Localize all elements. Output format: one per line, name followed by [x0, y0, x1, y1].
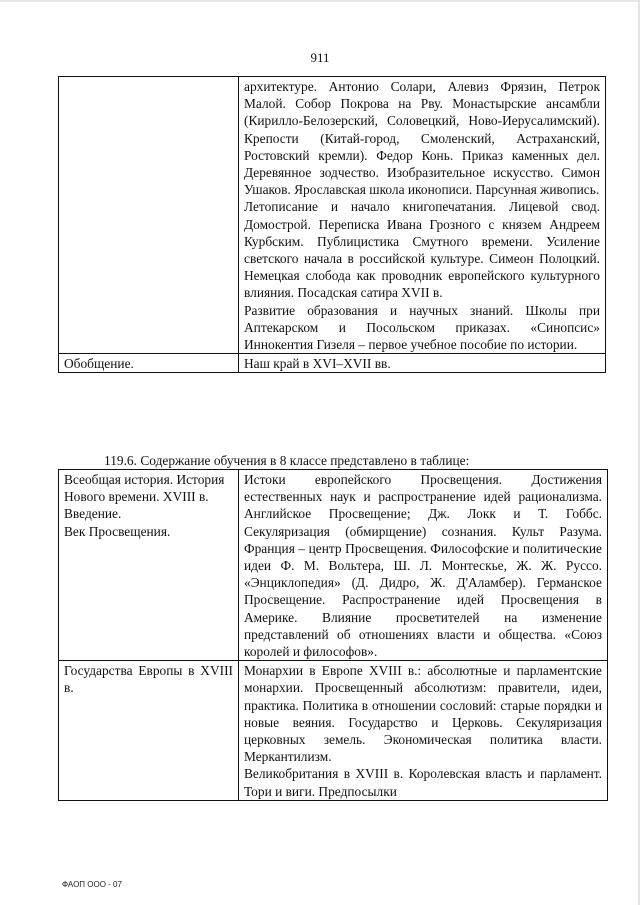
table-cell-left: Государства Европы в XVIII в. — [59, 661, 239, 801]
paragraph-architecture: архитектуре. Антонио Солари, Алевиз Фрязин, Петрок Малой. Собор Покрова на Рву. Монастырские ансамбли (Кирилло-Белозерский, Соловецкий, Ново-Иерусалимский). Крепости (Китай-город, Смоленский, Астраханский, Ростовский кремли). Федор Конь. Приказ каменных дел. Деревянное зодчество. Изобразительное искусство. Симон Ушаков. Ярославская школа иконописи. Парсунная живопись. — [244, 79, 600, 198]
table-row — [59, 354, 606, 373]
footer-label: ФАОП ООО - 07 — [62, 880, 122, 889]
table-cell-right: Истоки европейского Просвещения. Достижения естественных наук и распространение идей рационализма. Английское Просвещение; Дж. Локк и Т. Гоббс. Секуляризация (обмирщение) сознания. Культ Разума. Франция – центр Просвещения. Философские и политические идеи Ф. М. Вольтера, Ш. Л. Монтескье, Ж. Ж. Руссо. «Энциклопедия» (Д. Дидро, Ж. Д'Аламбер). Германское Просвещение. Распространение идей Просвещения в Америке. Влияние просветителей на изменение представлений об отношениях власти и общества. «Союз королей и философов». — [239, 470, 608, 661]
table-row — [59, 77, 606, 354]
topic-heading: Всеобщая история. История Нового времени. XVIII в. — [64, 472, 225, 505]
table-cell-left — [59, 470, 239, 661]
table-cell-right — [239, 661, 608, 801]
paragraph-great-britain: Великобритания в XVIII в. Королевская власть и парламент. Тори и виги. Предпосылки — [244, 766, 602, 799]
table-row — [59, 661, 608, 801]
topic-enlightenment: Век Просвещения. — [64, 523, 171, 539]
table-cell-right — [239, 77, 606, 354]
table-cell-left: Обобщение. — [59, 354, 239, 373]
paragraph-monarchies: Монархии в Европе XVIII в.: абсолютные и парламентские монархии. Просвещенный абсолютизм: правители, идеи, практика. Политика в отношении сословий: старые порядки и новые веяния. Государство и Церковь. Секуляризация церковных земель. Экономическая политика власти. Меркантилизм. — [244, 663, 602, 765]
topic-introduction: Введение. — [64, 506, 122, 522]
page-number: 911 — [310, 50, 330, 65]
table-cell-right: Наш край в XVI–XVII вв. — [239, 354, 606, 373]
table-row — [59, 470, 608, 661]
paragraph-education: Развитие образования и научных знаний. Школы при Аптекарском и Посольском приказах. «Синопсис» Иннокентия Гизеля – первое учебное пособие по истории. — [244, 302, 600, 353]
grade-8-content-table — [58, 469, 608, 801]
scan-edge-top — [0, 0, 640, 2]
table-continued — [58, 76, 606, 373]
paragraph-literature: Летописание и начало книгопечатания. Лицевой свод. Домострой. Переписка Ивана Грозного с князем Андреем Курбским. Публицистика Смутного времени. Усиление светского начала в российской культуре. Симеон Полоцкий. Немецкая слобода как проводник европейского культурного влияния. Посадская сатира XVII в. — [244, 199, 600, 301]
table-cell-left — [59, 77, 239, 354]
table-caption: 119.6. Содержание обучения в 8 классе представлено в таблице: — [104, 453, 470, 468]
